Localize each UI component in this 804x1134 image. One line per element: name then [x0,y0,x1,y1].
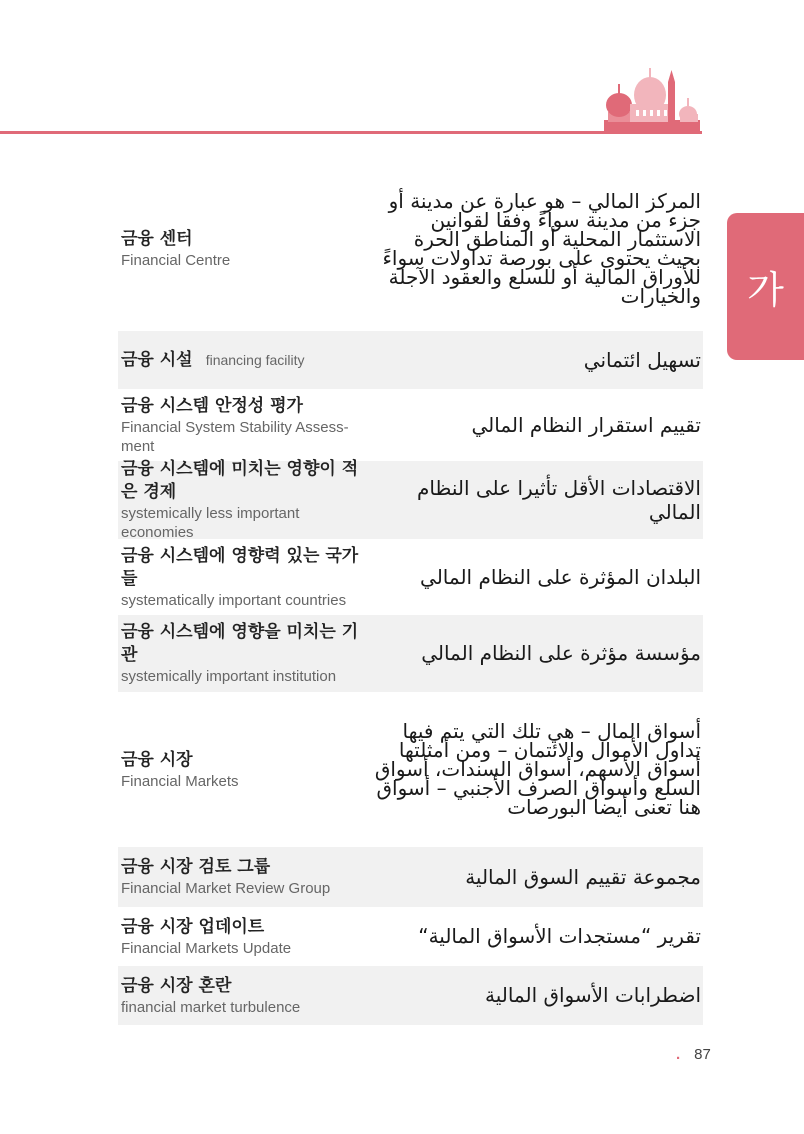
glossary-row [118,331,703,389]
glossary-row [118,692,703,847]
arabic-translation: مجموعة تقييم السوق المالية [465,864,701,889]
glossary-row [118,389,703,461]
arabic-translation: أسواق المال – هي تلك التي يتم فيها تداول الأموال والائتمان – ومن أمثلتها أسواق الأسهم، أسواق السندات، أسواق السلع وأسواق الصرف الأجنبي – أسواق هنا تعنى أيضا البورصات [374,719,701,819]
section-tab-letter: 가 [747,268,784,312]
korean-term: 금융 센터 [121,228,193,249]
term-cell [118,458,368,542]
term-cell [118,228,368,270]
korean-term: 금융 시장 [121,749,193,770]
korean-term: 금융 시스템에 영향을 미치는 기관 [121,622,359,665]
glossary-row [118,166,703,331]
term-cell [118,621,368,686]
page-number [676,1046,711,1063]
header-rule [0,131,702,134]
english-term: Financial Markets Update [121,939,292,957]
english-term: Financial Market Review Group [121,880,331,897]
section-tab[interactable] [727,213,804,360]
english-term: financial market turbulence [121,998,301,1016]
english-term: financing facility [205,351,305,368]
term-cell [118,975,368,1017]
term-cell [118,349,368,372]
arabic-translation: تسهيل ائتماني [583,347,701,372]
english-term: Financial Markets [121,772,239,790]
korean-term: 금융 시스템 안정성 평가 [121,395,303,416]
korean-term: 금융 시스템에 영향력 있는 국가들 [121,545,359,589]
arabic-translation: اضطرابات الأسواق المالية [484,983,701,1007]
arabic-translation: مؤسسة مؤثرة على النظام المالي [421,641,701,665]
glossary-row [118,907,703,966]
glossary-row [118,847,703,907]
arabic-translation: تقييم استقرار النظام المالي [471,412,701,437]
english-term: Financial Centre [121,251,231,269]
english-term: systematically important countries [121,591,347,609]
term-cell [118,395,368,456]
term-cell [118,916,368,958]
english-term: systemically important institution [121,668,337,685]
korean-term: 금융 시설 [121,349,193,370]
english-term: systemically less important economies [121,505,300,541]
term-cell [118,545,368,610]
arabic-translation: المركز المالي – هو عبارة عن مدينة أو جزء من مدينة سواءً وفقا لقوانين الاستثمار المحلية أو المناطق الحرة بحيث يحتوى على بورصة تداولات سواءً للأوراق المالية أو للسلع والعقود الآجلة والخيارات [382,188,701,308]
page-number-dot: . [676,1046,681,1063]
korean-term: 금융 시장 업데이트 [121,916,265,937]
arabic-translation: تقرير “مستجدات الأسواق المالية“ [418,924,701,948]
term-cell [118,749,368,791]
korean-term: 금융 시스템에 미치는 영향이 적은 경제 [121,459,359,502]
english-term: Financial System Stability Assess-ment [121,418,349,455]
glossary-row [118,461,703,539]
glossary-row [118,615,703,692]
glossary-row [118,966,703,1025]
glossary-row [118,539,703,615]
arabic-translation: الاقتصادات الأقل تأثيرا على النظام المالي [416,476,701,524]
glossary-table [118,166,703,1025]
page-number-value: 87 [694,1046,711,1063]
arabic-translation: البلدان المؤثرة على النظام المالي [420,564,701,589]
mosque-icon [600,60,704,134]
korean-term: 금융 시장 검토 그룹 [121,857,271,877]
term-cell [118,856,368,898]
korean-term: 금융 시장 혼란 [121,975,232,996]
